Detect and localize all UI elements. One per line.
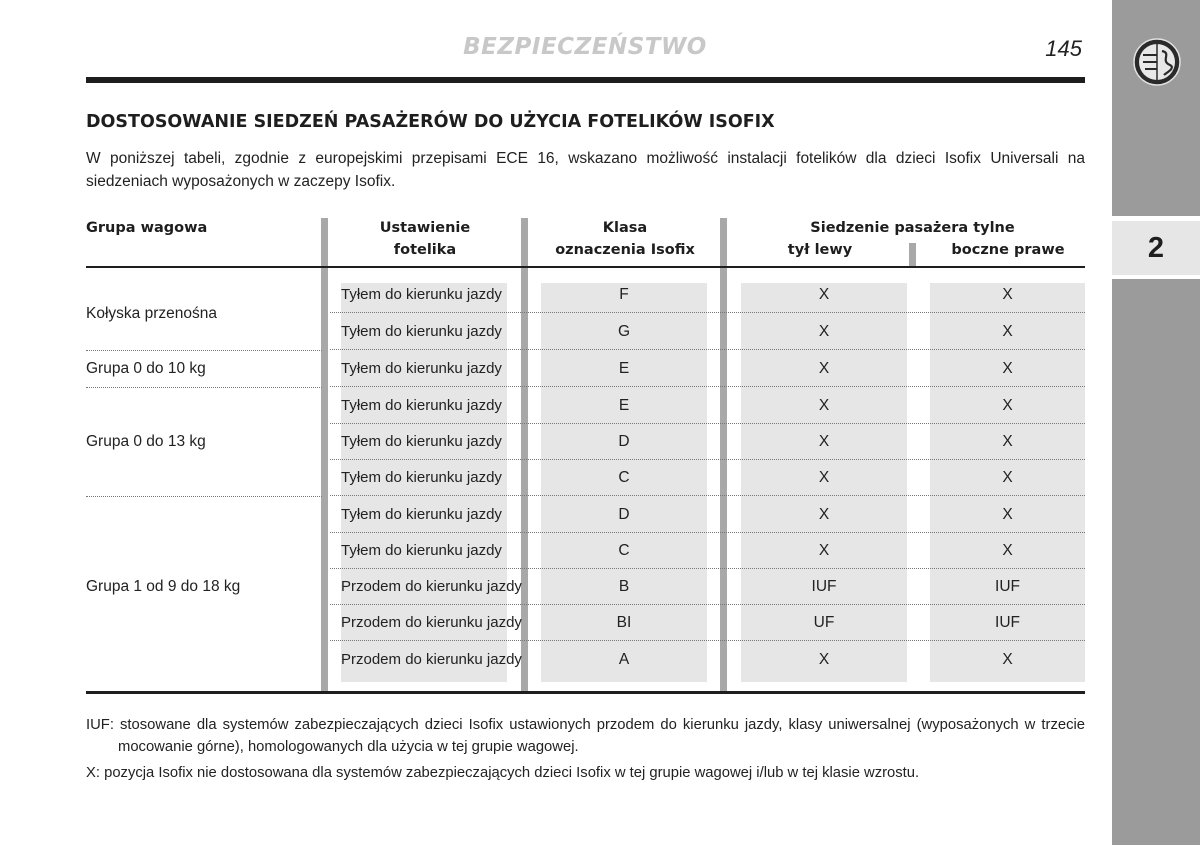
cell-class: C <box>618 542 630 559</box>
row-rule <box>330 312 1085 313</box>
cell-rear-left: X <box>818 651 830 668</box>
table-bottom-rule <box>86 691 1085 694</box>
cell-class: F <box>619 286 629 303</box>
row-rule <box>330 495 1085 496</box>
sidebar-bottom-panel <box>1112 279 1200 845</box>
header-rear-seat: Siedzenie pasażera tylne <box>810 220 1015 236</box>
cell-class: D <box>618 433 630 450</box>
cell-class: C <box>618 469 630 486</box>
chapter-tab[interactable]: 2 <box>1112 221 1200 275</box>
cell-class: B <box>618 578 630 595</box>
cell-position: Tyłem do kierunku jazdy <box>341 360 502 377</box>
cell-position: Tyłem do kierunku jazdy <box>341 433 502 450</box>
cell-position: Tyłem do kierunku jazdy <box>341 397 502 414</box>
header-class <box>530 217 720 261</box>
cell-position: Tyłem do kierunku jazdy <box>341 323 502 340</box>
row-rule <box>330 386 1085 387</box>
header-rear-left: tył lewy <box>787 242 853 258</box>
header-position <box>330 217 520 261</box>
page-number: 145 <box>1045 36 1082 61</box>
cell-position: Tyłem do kierunku jazdy <box>341 506 502 523</box>
table-row <box>330 497 1085 533</box>
cell-rear-left: X <box>818 286 830 303</box>
cell-position: Tyłem do kierunku jazdy <box>341 542 502 559</box>
cell-side-right: X <box>1002 360 1013 377</box>
sidebar-top-panel <box>1112 0 1200 216</box>
cell-class: BI <box>616 614 632 631</box>
cell-side-right: IUF <box>995 578 1020 595</box>
cell-side-right: X <box>1002 506 1013 523</box>
cell-rear-left: X <box>818 397 830 414</box>
row-rule <box>330 349 1085 350</box>
cell-rear-left: X <box>818 433 830 450</box>
header-class-line1: Klasa <box>602 220 648 236</box>
table-row <box>330 277 1085 313</box>
alfa-romeo-logo-icon <box>1132 37 1182 87</box>
cell-side-right: X <box>1002 542 1013 559</box>
header-position-line1: Ustawienie <box>379 220 471 236</box>
table-row <box>330 314 1085 350</box>
cell-position: Tyłem do kierunku jazdy <box>341 286 502 303</box>
header-group: Grupa wagowa <box>86 220 208 236</box>
cell-class: E <box>618 397 630 414</box>
cell-rear-left: X <box>818 360 830 377</box>
column-separator <box>321 218 328 692</box>
cell-position: Tyłem do kierunku jazdy <box>341 469 502 486</box>
cell-side-right: X <box>1002 397 1013 414</box>
weight-group: Grupa 1 od 9 do 18 kg <box>86 578 241 595</box>
cell-position: Przodem do kierunku jazdy <box>341 578 522 595</box>
weight-group: Grupa 0 do 10 kg <box>86 360 206 377</box>
footnote-x: X: pozycja Isofix nie dostosowana dla systemów zabezpieczających dzieci Isofix w tej grupie wagowej i/lub w tej klasie wzrostu. <box>86 765 920 781</box>
table-row <box>330 605 1085 641</box>
cell-class: A <box>618 651 630 668</box>
cell-side-right: X <box>1002 433 1013 450</box>
cell-side-right: IUF <box>995 614 1020 631</box>
intro-paragraph: W poniższej tabeli, zgodnie z europejskimi przepisami ECE 16, wskazano możliwość instalacji fotelików dla dzieci Isofix Universali na siedzeniach wyposażonych w zaczepy Isofix. <box>86 150 1085 190</box>
cell-rear-left: UF <box>813 614 835 631</box>
header-rule <box>86 77 1085 83</box>
row-rule <box>330 640 1085 641</box>
header-position-line2: fotelika <box>393 242 457 258</box>
table-row <box>330 424 1085 460</box>
table-row <box>330 460 1085 496</box>
cell-side-right: X <box>1002 286 1013 303</box>
table-header-rule <box>86 266 1085 268</box>
cell-rear-left: X <box>818 506 830 523</box>
cell-rear-left: X <box>818 469 830 486</box>
footnote-iuf: IUF: stosowane dla systemów zabezpieczających dzieci Isofix ustawionych przodem do kierunku jazdy, klasy uniwersalnej (wyposażonych w trzecie mocowanie górne), homologowanych dla użycia w tej grupie wagowej. <box>86 717 1085 755</box>
cell-rear-left: IUF <box>811 578 837 595</box>
chapter-header-title: BEZPIECZEŃSTWO <box>463 34 707 60</box>
table-row <box>330 533 1085 569</box>
cell-position: Przodem do kierunku jazdy <box>341 614 522 631</box>
table-row <box>330 642 1085 678</box>
section-title: DOSTOSOWANIE SIEDZEŃ PASAŻERÓW DO UŻYCIA FOTELIKÓW ISOFIX <box>86 112 775 132</box>
cell-class: E <box>618 360 630 377</box>
cell-position: Przodem do kierunku jazdy <box>341 651 522 668</box>
cell-class: D <box>618 506 630 523</box>
header-side-right: boczne prawe <box>951 242 1065 258</box>
weight-group: Kołyska przenośna <box>86 305 217 322</box>
table-row <box>330 569 1085 605</box>
table-row <box>330 351 1085 387</box>
cell-side-right: X <box>1002 651 1013 668</box>
cell-side-right: X <box>1002 323 1013 340</box>
cell-rear-left: X <box>818 542 830 559</box>
header-class-line2: oznaczenia Isofix <box>555 242 695 258</box>
cell-rear-left: X <box>818 323 830 340</box>
table-row <box>330 388 1085 424</box>
cell-class: G <box>617 323 631 340</box>
column-separator <box>909 243 916 268</box>
footnotes <box>86 715 1085 790</box>
weight-group: Grupa 0 do 13 kg <box>86 433 206 450</box>
cell-side-right: X <box>1002 469 1013 486</box>
